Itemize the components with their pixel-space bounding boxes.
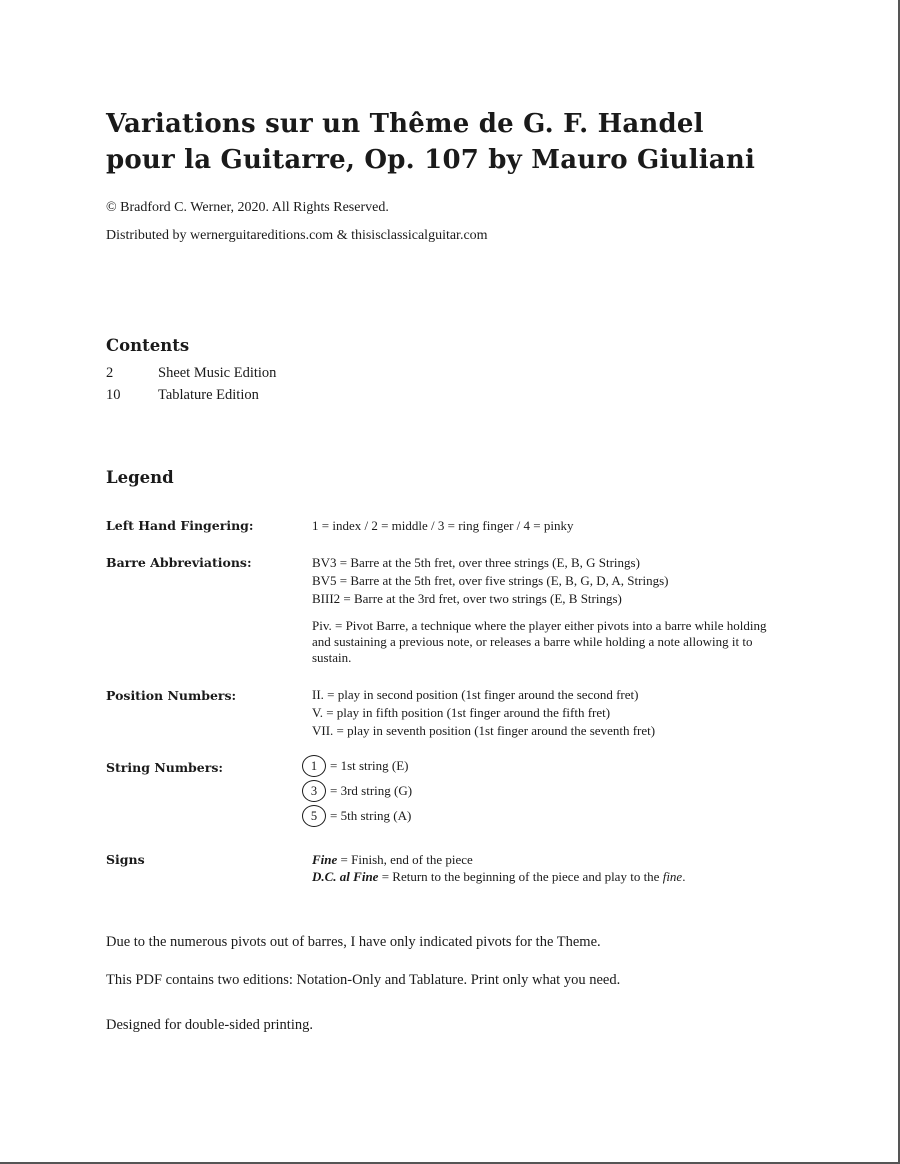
string-number-item <box>302 805 411 827</box>
contents-item[interactable] <box>106 387 276 409</box>
position-numbers-list <box>312 686 792 740</box>
sign-dc-period: . <box>682 869 686 884</box>
sign-dc-text: = Return to the beginning of the piece and play to the <box>378 869 663 884</box>
position-line: V. = play in fifth position (1st finger around the fifth fret) <box>312 705 611 720</box>
string-numbers-label: String Numbers: <box>106 760 223 775</box>
contents-item[interactable] <box>106 365 276 387</box>
position-numbers-label: Position Numbers: <box>106 688 237 703</box>
left-hand-fingering-label: Left Hand Fingering: <box>106 518 254 533</box>
signs-label: Signs <box>106 852 145 867</box>
document-title <box>106 106 866 178</box>
sign-dc-al-fine <box>312 868 832 885</box>
note-pivots: Due to the numerous pivots out of barres, I have only indicated pivots for the Theme. <box>106 934 601 950</box>
barre-line: BIII2 = Barre at the 3rd fret, over two strings (E, B Strings) <box>312 591 622 606</box>
barre-abbreviations-label: Barre Abbreviations: <box>106 555 252 570</box>
left-hand-fingering-value: 1 = index / 2 = middle / 3 = ring finger / 4 = pinky <box>312 518 574 533</box>
barre-abbreviations-list <box>312 554 792 608</box>
position-line: II. = play in second position (1st finger around the second fret) <box>312 687 639 702</box>
contents-page-number: 2 <box>106 365 114 381</box>
contents-page-number: 10 <box>106 387 121 403</box>
circled-string-number: 5 <box>302 805 326 827</box>
string-number-text: = 3rd string (G) <box>330 783 413 798</box>
contents-list <box>106 365 276 409</box>
string-number-text: = 5th string (A) <box>330 808 412 823</box>
title-line-2: pour la Guitarre, Op. 107 by Mauro Giuliani <box>106 145 756 175</box>
circled-string-number: 3 <box>302 780 326 802</box>
string-number-item <box>302 755 408 777</box>
contents-heading: Contents <box>106 336 190 355</box>
copyright-notice: © Bradford C. Werner, 2020. All Rights Reserved. <box>106 200 389 215</box>
contents-item-label: Sheet Music Edition <box>158 365 277 381</box>
position-line: VII. = play in seventh position (1st finger around the seventh fret) <box>312 723 656 738</box>
sign-dc-fine-word: fine <box>662 869 683 884</box>
title-line-1: Variations sur un Thême de G. F. Handel <box>106 109 704 139</box>
string-number-item <box>302 780 412 802</box>
barre-line: BV3 = Barre at the 5th fret, over three strings (E, B, G Strings) <box>312 555 640 570</box>
contents-item-label: Tablature Edition <box>158 387 259 403</box>
sign-fine-term: Fine <box>312 852 338 867</box>
legend-heading: Legend <box>106 468 174 487</box>
signs-description <box>312 851 832 885</box>
distribution-notice: Distributed by wernerguitareditions.com & thisisclassicalguitar.com <box>106 228 488 243</box>
note-printing: Designed for double-sided printing. <box>106 1017 313 1033</box>
string-number-text: = 1st string (E) <box>330 758 409 773</box>
pivot-barre-description: Piv. = Pivot Barre, a technique where the player either pivots into a barre while holding and sustaining a previous note, or releases a barre while holding a note allowing it to sustain. <box>312 618 767 665</box>
sign-fine-text: = Finish, end of the piece <box>337 852 473 867</box>
sign-dc-term: D.C. al Fine <box>312 869 379 884</box>
circled-string-number: 1 <box>302 755 326 777</box>
note-editions: This PDF contains two editions: Notation-Only and Tablature. Print only what you need. <box>106 972 621 988</box>
barre-line: BV5 = Barre at the 5th fret, over five strings (E, B, G, D, A, Strings) <box>312 573 669 588</box>
sign-fine <box>312 851 832 868</box>
